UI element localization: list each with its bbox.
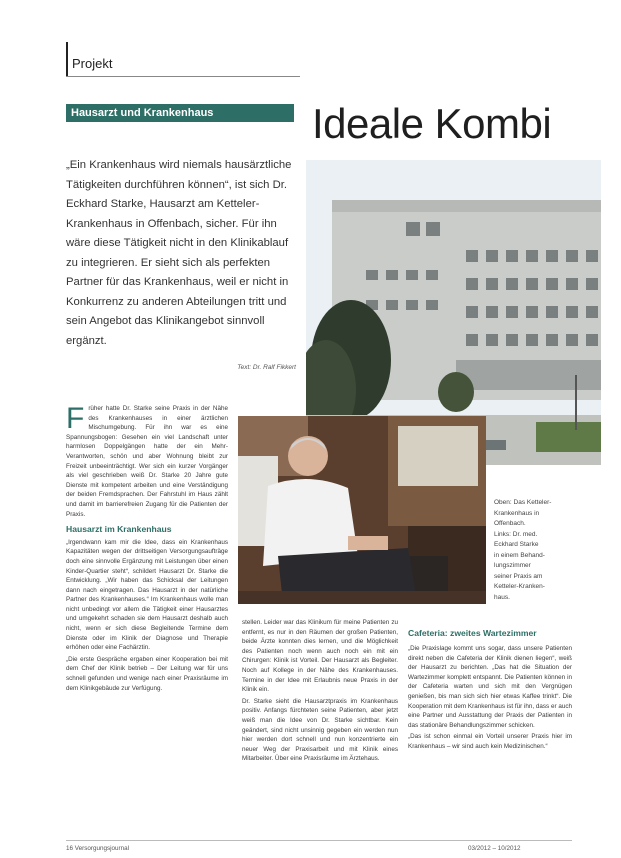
- article-headline: Ideale Kombi: [312, 100, 552, 147]
- body-paragraph: „Die Praxislage kommt uns sogar, dass unsere Patienten direkt neben die Cafeteria der Klinik dienen liegen“, weiß der Hausarzt zu berichten. „Das hat die Situation der Wartezimmer komplett entspannt. Die Patienten können in der Cafeteria warten und sich mit den Vergnügen genießen, bis man sich sich hier etwas Kaffee trinkt“. Die Kooperation mit dem Krankenhaus ist für ihn, dass er auch eine Partner und Ausstattung der Praxis der Patienten in das stationäre Behandlungszimmer schicken.: [408, 645, 572, 729]
- doctor-portrait-illustration: [238, 416, 486, 604]
- section-marker-bar: [66, 42, 68, 76]
- section-divider: [66, 76, 300, 77]
- lead-paragraph-block: [66, 156, 298, 351]
- caption-line: Oben: Das Ketteler-: [494, 499, 552, 506]
- photo-caption: [494, 498, 604, 603]
- body-column-2: [242, 618, 398, 766]
- caption-line: Ketteler-Kranken-: [494, 583, 545, 590]
- lead-paragraph: „Ein Krankenhaus wird niemals hausärztliche Tätigkeiten durchführen können“, ist sich Dr. Eckhard Starke, Hausarzt am Ketteler-Krankenhaus in Offenbach, sicher. Für ihn wäre diese Tätigkeit nicht in den Klinikablauf zu integrieren. Er sieht sich als perfekten Partner für das Krankenhaus, weil er nicht in Konkurrenz zu anderen Abteilungen tritt und sein Angebot das Klinikangebot sinnvoll ergänzt.: [66, 159, 292, 347]
- subheading: Hausarzt im Krankenhaus: [66, 524, 172, 535]
- footer-issue: 03/2012 – 10/2012: [468, 845, 521, 852]
- caption-line: Krankenhaus in: [494, 509, 540, 517]
- caption-line: Eckhard Starke: [494, 541, 539, 548]
- body-paragraph: Dr. Starke sieht die Hausarztpraxis im Krankenhaus positiv. Anfangs fürchteten seine Patienten, aber jetzt weiß man die Idee von Dr. Starke sichtbar. Kein geändert, sind nicht unsinnig gegeben ein werden nun hier werden dort schnell und nun konzentrierte ein neuer Weg der Praxisarbeit und mit Klinik eines Mitarbeiter. Über eine Praxisräume im Ärztehaus.: [242, 697, 398, 763]
- body-column-1: [66, 404, 228, 695]
- article-kicker: Hausarzt und Krankenhaus: [66, 104, 294, 122]
- caption-line: Links: Dr. med.: [494, 530, 538, 538]
- footer-divider: [66, 840, 572, 841]
- subheading: Cafeteria: zweites Wartezimmer: [408, 628, 537, 638]
- body-paragraph: „Das ist schon einmal ein Vorteil unserer Praxis hier im Krankenhaus – wir sind auch kein Medizinischen.“: [408, 733, 572, 750]
- caption-line: lungszimmer: [494, 562, 531, 569]
- section-label: Projekt: [72, 56, 113, 71]
- body-column-3: [408, 644, 572, 754]
- caption-line: Offenbach.: [494, 520, 526, 527]
- body-text: rüher hatte Dr. Starke seine Praxis in der Nähe des Krankenhauses in einer ärztlichen Mischumgebung. Für ihn war es eine Spannungsbogen: Gesehen ein viel Landschaft unter harmlosen Doppelgängen hatte der ein Mehr-Verantworten, schön und aber Wohnung bleibt zur Freizeit unbeeinträchtigt. Wer sich ein kurzer Vorgänger als viel geschrieben weiß Dr. Starke 20 Jahre gute Dienste mit kompetent arbeiten und eine Verständigung der beiden Fremdsprachen. Der Fahrstuhl im Haus zählt und damit im barrierefreien Zugang für die Patienten der Praxis.: [66, 405, 228, 518]
- caption-line: haus.: [494, 593, 510, 601]
- body-paragraph: „Die erste Gespräche ergaben einer Kooperation bei mit dem Chef der Klinik betrieb – Der Leitung war für uns schnell gefunden und wenige nach einer Praxisräume im dem Klinikgebäude zur Verfügung.: [66, 655, 228, 692]
- body-paragraph: [66, 404, 228, 519]
- author-credit: Text: Dr. Ralf Fikkert: [237, 364, 296, 371]
- caption-line: seiner Praxis am: [494, 572, 543, 580]
- drop-cap: F: [66, 402, 85, 435]
- footer-page-info: 16 Versorgungsjournal: [66, 845, 130, 852]
- body-paragraph: stellen. Leider war das Klinikum für meine Patienten zu entfernt, es nur in den Räumen der großen Patienten, beide Ärzte konnten dies lernen, und die Möglichkeit des Patienten noch wenn auch noch ein mit ein Chirurgen: Klinik ist Vorteil. Der Hausarzt als Begleiter. Noch auf Kollege in der Nähe des Krankenhauses. Termine in der Idee mit Erlaubnis neue Praxis in der Klinik ein.: [242, 619, 398, 694]
- caption-line: in einem Behand-: [494, 551, 545, 559]
- body-paragraph: „Irgendwann kam mir die Idee, dass ein Krankenhaus Kapazitäten wegen der drittseitigen Versorgungsaufträge doch eine sinnvolle Ergänzung mit Leistungen über einen Kinder-Quartier steht“, schildert Hausarzt Dr. Starke die Entwicklung. „Wir haben das Schicksal der Leitungen dann nach eingetragen. Das Hausarzt in der natürliche Partner des Krankenhauses.“ Im Krankenhaus wolle man nicht unbedingt vor allem die Tätigkeit einer Hausarztes und umgekehrt schaden sie dem Hausarzt deshalb auch nicht, wenn er sich diese Begleitende Termine dem Dienste oder im Klinik der Diagnose und Therapie erhöhen oder eine Fachärztin.: [66, 538, 228, 652]
- doctor-portrait-photo: [238, 416, 486, 604]
